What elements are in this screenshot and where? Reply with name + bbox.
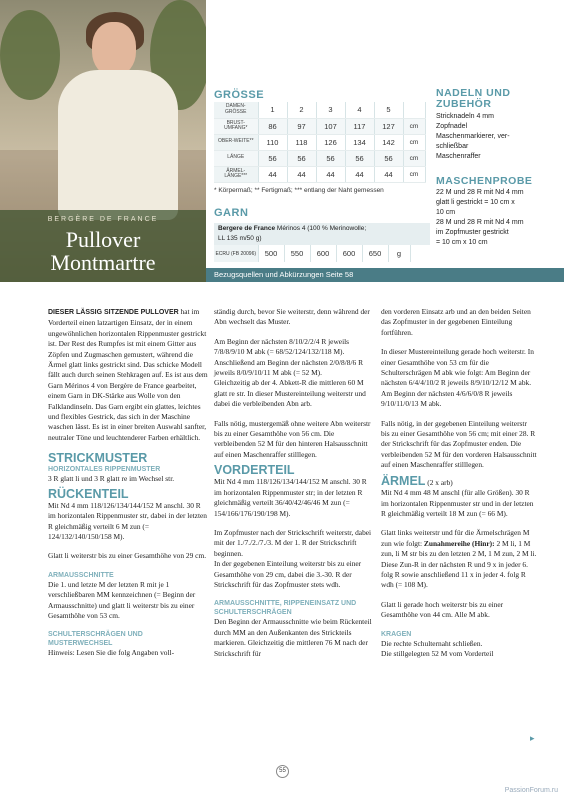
subsection-heading: ARMAUSSCHNITTE, RIPPENEINSATZ UND SCHULTERSCHRÄGEN: [214, 600, 357, 617]
row-label: ÄRMEL-LÄNGE***: [214, 166, 258, 182]
list-item: schließbar: [436, 143, 469, 150]
paragraph: Den Beginn der Armausschnitte wie beim Rückenteil durch MM an den Außenkanten des Strickteils markieren. Gleichzeitig die mittleren 76 M nach der Strickschrift für: [214, 617, 372, 658]
column-3: [381, 307, 537, 668]
subsection-heading: KRAGEN: [381, 630, 412, 638]
paragraph: Falls nötig, mustergemäß ohne weitere Abn weiterstr bis zu einer Gesamthöhe von 56 cm. Die verbleibenden 52 M für den hinteren Halsausschnitt auf einen Maschenraffer stilllegen.: [214, 418, 371, 459]
table-cell: 110: [258, 134, 287, 150]
yarn-description: [214, 223, 430, 245]
column-2: [214, 307, 372, 668]
nadeln-list: [436, 112, 560, 162]
table-cell: 142: [374, 134, 403, 150]
table-cell: 1: [258, 102, 287, 118]
garn-heading: GARN: [214, 207, 249, 219]
watermark: PassionForum.ru: [504, 787, 558, 794]
table-row: [214, 102, 425, 118]
subsection-heading: SCHULTERSCHRÄGEN UND MUSTERWECHSEL: [48, 631, 143, 648]
table-cell: 600: [310, 245, 336, 262]
paragraph: [381, 639, 537, 660]
continue-arrow-icon: ▸: [530, 733, 535, 743]
sources-banner: Bezugsquellen und Abkürzungen Seite 58: [206, 268, 564, 282]
intro-paragraph: [48, 307, 208, 443]
table-cell: 56: [374, 150, 403, 166]
yarn-table: [214, 245, 411, 262]
row-label: BRUST-UMFANG*: [214, 118, 258, 134]
table-cell: 56: [258, 150, 287, 166]
list-item: 28 M und 28 R mit Nd 4 mm: [436, 219, 524, 226]
list-item: Maschenmarkierer, ver-: [436, 133, 510, 140]
measurement-note: * Körpermaß; ** Fertigmaß; *** entlang der Naht gemessen: [214, 187, 384, 194]
table-cell: 118: [287, 134, 316, 150]
table-cell: 107: [316, 118, 345, 134]
unit-cell: cm: [403, 134, 425, 150]
paragraph: Mit Nd 4 mm 118/126/134/144/152 M anschl. 30 R im horizontalen Rippenmuster str, dabei in der letzten R gleichmäßig verteilt 6 M zun (= 124/132/140/150/158 M).: [48, 500, 207, 541]
text-span: 2 M li, 1 M zun, li M str bis zu den letzten 2 M, 1 M zun, 2 M li. Diese Zun-R in der nächsten R und 9 x in jeder 6. folg R sowie anschließend 11 x in jeder 4. folg R wdh (= 108 M).: [381, 538, 537, 590]
section-heading: RÜCKENTEIL: [48, 486, 129, 501]
table-cell: 500: [258, 245, 284, 262]
table-cell: 44: [374, 166, 403, 182]
yarn-text: Mérinos 4 (100 % Merinowolle;: [275, 225, 367, 232]
maschenprobe-list: [436, 188, 560, 248]
row-label: LÄNGE: [214, 150, 258, 166]
text-span: Glatt links weiterstr und für die Ärmelschrägen M zun wie folgt:: [381, 528, 530, 548]
maschenprobe-heading: MASCHENPROBE: [436, 175, 533, 187]
paragraph: Hinweis: Lesen Sie die folg Angaben voll-: [48, 648, 175, 658]
list-item: glatt li gestrickt = 10 cm x: [436, 199, 515, 206]
table-cell: 4: [345, 102, 374, 118]
table-cell: 5: [374, 102, 403, 118]
table-cell: 44: [287, 166, 316, 182]
unit-cell: g: [388, 245, 410, 262]
intro-text: hat im Vorderteil einen latzartigen Einsatz, der in einem ungewöhnlichen horizontalen Rippenmuster gestrickt ist. Der Rest des Rumpfes ist mit einem Gitter aus Zöpfen und Zugmaschen gemustert, während die Ärmel glatt links gestrickt sind. Das schicke Modell fällt auch durch seinen Stehkragen auf. Es ist aus dem Garn Mérinos 4 von Bergère de France gearbeitet, einem Garn in DK-Stärke aus Wolle von den Falklandinseln. Das Garn ergibt ein glattes, leichtes und flexibles Gestrick, das sich in der Maschine waschen lässt. Es ist in einer breiten Auswahl sanfter, neutraler Töne und leuchtenderer Farben erhältlich.: [48, 307, 208, 442]
table-cell: 44: [345, 166, 374, 182]
unit-cell: [403, 102, 425, 118]
table-cell: 56: [316, 150, 345, 166]
paragraph: Glatt li gerade hoch weiterstr bis zu einer Gesamthöhe von 44 cm. Alle M abk.: [381, 599, 504, 620]
table-cell: 56: [287, 150, 316, 166]
paragraph: Mit Nd 4 mm 118/126/134/144/152 M anschl. 30 R im horizontalen Rippenmuster str; in der letzten R gleichmäßig verteilt 36/40/42/46/46 M zun (= 154/166/176/190/198 M).: [214, 477, 367, 518]
paragraph: den vorderen Einsatz arb und an den beiden Seiten das Zopfmuster in der gegebenen Einteilung fortführen.: [381, 307, 531, 337]
nadeln-heading: NADELN UND ZUBEHÖR: [436, 87, 511, 110]
paragraph: In der gegebenen Einteilung weiterstr bis zu einer Gesamthöhe von 29 cm, dabei die 3.-30. R der Strickschrift für das Zopfmuster stets wdh.: [214, 559, 362, 589]
table-cell: 3: [316, 102, 345, 118]
yarn-text-2: LL 135 m/50 g): [218, 235, 262, 242]
section-heading: ÄRMEL: [381, 473, 426, 488]
page-number: 55: [276, 765, 289, 778]
section-heading: VORDERTEIL: [214, 463, 295, 478]
table-cell: 600: [336, 245, 362, 262]
table-row: [214, 245, 410, 262]
table-row: [214, 150, 425, 166]
paragraph: ständig durch, bevor Sie weiterstr, denn während der Abn wechselt das Muster.: [214, 307, 370, 327]
groesse-heading: GRÖSSE: [214, 89, 265, 101]
paragraph: Die 1. und letzte M der letzten R mit je 1 verschließbaren MM kennzeichnen (= Beginn der Armausschnitte) und glatt li weiterstr bis zu einer Gesamthöhe von 53 cm.: [48, 579, 196, 620]
list-item: = 10 cm x 10 cm: [436, 239, 488, 246]
brand-label: BERGÈRE DE FRANCE: [47, 216, 159, 223]
table-cell: 86: [258, 118, 287, 134]
list-item: Maschenraffer: [436, 153, 481, 160]
title-line-1: Pullover: [65, 227, 141, 252]
list-item: Zopfnadel: [436, 123, 468, 130]
paragraph: Im Zopfmuster nach der Strickschrift weiterstr, dabei mit der 1./7./2./7./3. M der 1. R der Strickschrift beginnen.: [214, 527, 372, 558]
table-cell: 550: [284, 245, 310, 262]
size-table: [214, 102, 426, 183]
title-line-2: Montmartre: [50, 250, 156, 275]
subsection-heading: ARMAUSSCHNITTE: [48, 571, 114, 579]
table-cell: 44: [258, 166, 287, 182]
subsection-heading: HORIZONTALES RIPPENMUSTER: [48, 466, 161, 474]
paragraph: Glatt li weiterstr bis zu einer Gesamthöhe von 29 cm.: [48, 551, 207, 561]
yarn-brand: Bergere de France: [218, 225, 276, 232]
section-heading: STRICKMUSTER: [48, 451, 148, 466]
list-item: 10 cm: [436, 209, 456, 216]
table-cell: 650: [362, 245, 388, 262]
paragraph: Gleichzeitig ab der 4. Abkett-R die mittleren 60 M glatt re str. In dieser Mustereinteilung weiterstr und dabei die verbleibenden Abn arb.: [214, 378, 366, 409]
table-row: [214, 118, 425, 134]
aermel-heading-row: [381, 475, 537, 488]
paragraph: [381, 528, 537, 590]
table-cell: 134: [345, 134, 374, 150]
table-cell: 126: [316, 134, 345, 150]
paragraph: Mit Nd 4 mm 48 M anschl (für alle Größen). 30 R im horizontalen Rippenmuster str und in der letzten R gleichmäßig verteilt 18 M zun (= 66 M).: [381, 488, 534, 518]
table-cell: 44: [316, 166, 345, 182]
intro-lead: DIESER LÄSSIG SITZENDE PULLOVER: [48, 309, 179, 316]
text-span: Die rechte Schulternaht schließen.: [381, 638, 483, 648]
unit-cell: cm: [403, 150, 425, 166]
table-cell: 117: [345, 118, 374, 134]
column-1: [48, 307, 208, 668]
list-item: im Zopfmuster gestrickt: [436, 229, 509, 236]
list-item: Stricknadeln 4 mm: [436, 113, 494, 120]
table-cell: 56: [345, 150, 374, 166]
unit-cell: cm: [403, 118, 425, 134]
text-span: Die stillgelegten 52 M vom Vorderteil: [381, 648, 494, 658]
row-label: OBER-WEITE**: [214, 134, 258, 150]
bold-label: Zunahmereihe (Hinr):: [423, 538, 495, 548]
table-cell: 127: [374, 118, 403, 134]
paragraph: Anschließend am Beginn der nächsten 2/0/8/8/6 R jeweils 8/0/9/10/11 M abk (= 52 M).: [214, 357, 364, 378]
row-label: DAMEN-GRÖSSE: [214, 102, 258, 118]
table-row: [214, 134, 425, 150]
table-cell: 97: [287, 118, 316, 134]
paragraph: In dieser Mustereinteilung gerade hoch weiterstr. In einer Gesamthöhe von 53 cm für die Schulterschrägen M abk wie folgt: Am Beginn der nächsten 6/4/4/10/2 R jeweils 8/9/10/12/12 M abk. Am Beginn der nächsten 4/6/6/0/8 R jeweils 9/10/11/0/13 M abk.: [381, 347, 534, 409]
pattern-title: [0, 228, 206, 274]
paragraph: 3 R glatt li und 3 R glatt re im Wechsel str.: [48, 474, 175, 484]
table-row: [214, 166, 425, 182]
paragraph: Am Beginn der nächsten 8/10/2/2/4 R jeweils 7/8/8/9/10 M abk (= 68/52/124/132/118 M).: [214, 336, 350, 357]
heading-note: (2 x arb): [425, 477, 453, 487]
list-item: 22 M und 28 R mit Nd 4 mm: [436, 189, 524, 196]
unit-cell: cm: [403, 166, 425, 182]
paragraph: Falls nötig, in der gegebenen Einteilung weiterstr bis zu einer Gesamthöhe von 56 cm; mit einer 28. R der Strickschrift für das Zopfmuster enden. Die verbleibenden 52 M für den vorderen Halsausschnitt auf einen Maschenraffer stilllegen.: [381, 418, 537, 470]
table-cell: 2: [287, 102, 316, 118]
row-label: ECRU (FB 20096): [214, 245, 258, 262]
